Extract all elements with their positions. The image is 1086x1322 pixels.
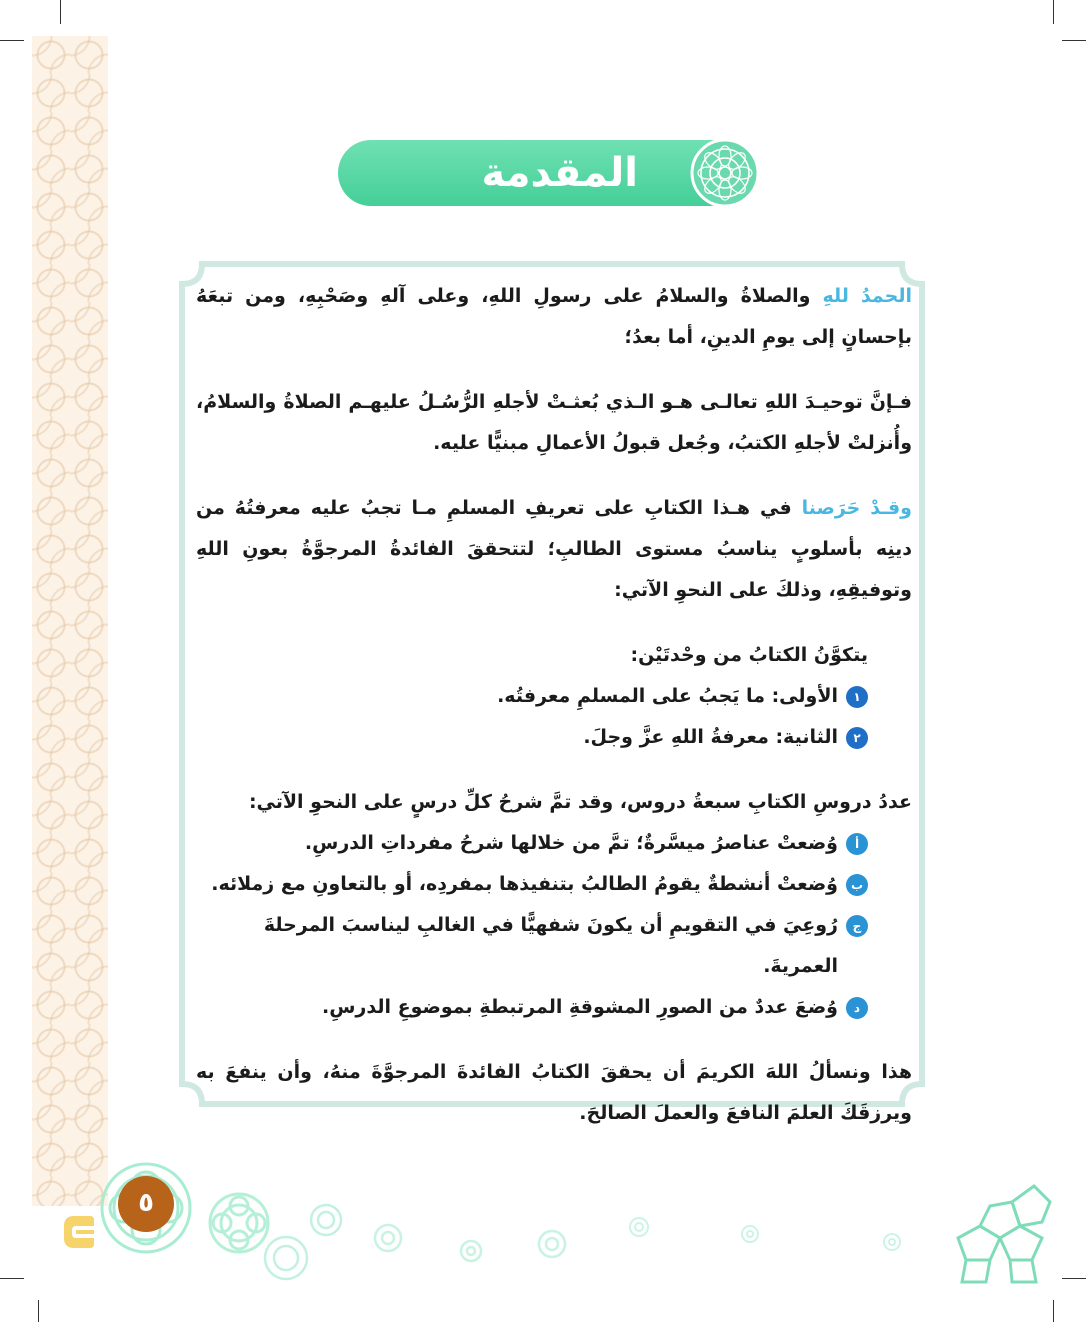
lessons-section [196,782,912,1028]
highlight-text: وقـدْ حَرَصنا [801,497,912,519]
paragraph-purpose [196,488,912,611]
decorative-side-strip [32,36,108,1206]
paragraph-closing [196,1052,912,1134]
crop-mark [38,1300,39,1322]
publisher-logo-icon [60,1212,100,1252]
rosette-icon [372,1222,404,1254]
crop-mark [1053,1300,1054,1322]
crop-mark [0,1278,24,1279]
geometric-pattern-icon [950,1178,1054,1288]
lessons-list [196,823,912,1028]
list-item-text: وُضعتْ أنشطةٌ يقومُ الطالبُ بتنفيذها بمفردِه، أو بالتعاونِ مع زملائه. [211,873,838,895]
paragraph-tawheed [196,382,912,464]
list-item-text: وُضعَ عددٌ من الصورِ المشوقةِ المرتبطةِ بموضوعِ الدرسِ. [322,996,838,1018]
list-item [196,717,868,758]
letter-badge: ب [846,874,868,896]
paragraph-text: في هـذا الكتابِ على تعريفِ المسلمِ مـا تجبُ عليه معرفتُهُ من دينِه بأسلوبٍ يناسبُ مستوى الطالبِ؛ لتتحققَ الفائدةُ المرجوَّةُ بعونِ اللهِ وتوفيقِهِ، وذلكَ على النحوِ الآتي: [196,497,912,601]
page-title: المقدمة [481,150,638,196]
rosette-icon [740,1224,760,1244]
lessons-intro: عددُ دروسِ الكتابِ سبعةُ دروس، وقد تمَّ شرحُ كلِّ درسٍ على النحوِ الآتي: [248,791,912,813]
introduction-body [196,276,912,1134]
number-badge: ٢ [846,727,868,749]
paragraph-text: هذا ونسألُ اللهَ الكريمَ أن يحققَ الكتابُ الفائدةَ المرجوَّةَ منهُ، وأن ينفعَ به ويرزقَكَ العلمَ النافعَ والعملَ الصالحَ. [196,1061,912,1124]
rosette-icon [458,1238,484,1264]
list-item-text: رُوعِيَ في التقويمِ أن يكونَ شفهيًّا في الغالبِ ليناسبَ المرحلةَ العمريةَ. [263,914,838,977]
paragraph-text: والصلاةُ والسلامُ على رسولِ اللهِ، وعلى آلهِ وصَحْبِهِ، ومن تبعَهُ بإحسانٍ إلى يومِ الدينِ، أما بعدُ؛ [196,285,912,348]
crop-mark [60,0,61,24]
number-badge: ١ [846,686,868,708]
rosette-icon [628,1216,650,1238]
paragraph-opening [196,276,912,358]
rosette-icon [308,1202,344,1238]
rosette-icon [262,1234,310,1282]
crop-mark [1062,40,1086,41]
crop-mark [0,40,24,41]
letter-badge: د [846,997,868,1019]
list-item [196,676,868,717]
units-intro: يتكوَّنُ الكتابُ من وحْدتَيْن: [630,644,868,666]
letter-badge: ج [846,915,868,937]
list-item-text: الأولى: ما يَجبُ على المسلمِ معرفتُه. [497,685,838,707]
rosette-icon [688,136,762,210]
list-item [196,987,868,1028]
list-item [196,905,868,987]
list-item [196,864,868,905]
list-item [196,823,868,864]
page-number: ٥ [118,1176,174,1232]
rosette-icon [536,1228,568,1260]
crop-mark [1053,0,1054,24]
rosette-icon [882,1232,902,1252]
title-banner [338,140,742,206]
list-item-text: الثانية: معرفةُ اللهِ عزَّ وجلَ. [583,726,838,748]
list-item-text: وُضعتْ عناصرُ ميسَّرةٌ؛ تمَّ من خلالها شرحُ مفرداتِ الدرسِ. [304,832,838,854]
letter-badge: أ [846,833,868,855]
highlight-text: الحمدُ للهِ [822,285,912,307]
units-section [196,635,912,758]
crop-mark [1062,1278,1086,1279]
paragraph-text: فـإنَّ توحيـدَ اللهِ تعالـى هـو الـذي بُعثـتْ لأجلهِ الرُّسُـلُ عليهـم الصلاةُ والسلامُ، وأُنزلتْ لأجلهِ الكتبُ، وجُعل قبولُ الأعمالِ مبنيًّا عليه. [196,391,912,454]
units-list [196,676,868,758]
